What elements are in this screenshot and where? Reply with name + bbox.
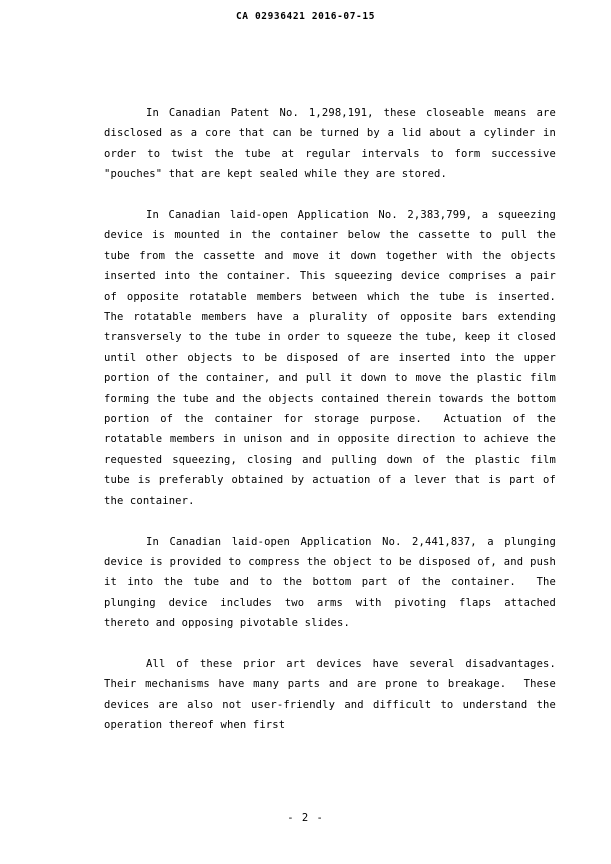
- paragraph: In Canadian Patent No. 1,298,191, these closeable means are disclosed as a core that can be turned by a lid about a cylinder in order to twist the tube at regular intervals to form successive "pouches" that are kept sealed while they are stored.: [104, 107, 563, 181]
- paragraph: All of these prior art devices have several disadvantages. Their mechanisms have many parts and are prone to breakage. These devices are also not user-friendly and difficult to understand the operation thereof when first: [104, 657, 569, 732]
- paragraph: In Canadian laid-open Application No. 2,441,837, a plunging device is provided to compress the object to be disposed of, and push it into the tube and to the bottom part of the container. The plunging device includes two arms with pivoting flaps attached thereto and opposing pivotable slides.: [104, 535, 563, 630]
- document-body: [104, 103, 569, 736]
- page-header: CA 02936421 2016-07-15: [235, 11, 376, 22]
- paragraph: In Canadian laid-open Application No. 2,383,799, a squeezing device is mounted in the container below the cassette to pull the tube from the cassette and move it down together with the objects inserted into the container. This squeezing device comprises a pair of opposite rotatable members between which the tube is inserted. The rotatable members have a plurality of opposite bars extending transversely to the tube in order to squeeze the tube, keep it closed until other objects to be disposed of are inserted into the upper portion of the container, and pull it down to move the plastic film forming the tube and the objects contained therein towards the bottom portion of the container for storage purpose. Actuation of the rotatable members in unison and in opposite direction to achieve the requested squeezing, closing and pulling down of the plastic film tube is preferably obtained by actuation of a lever that is part of the container.: [104, 209, 569, 507]
- page-number: - 2 -: [287, 812, 324, 824]
